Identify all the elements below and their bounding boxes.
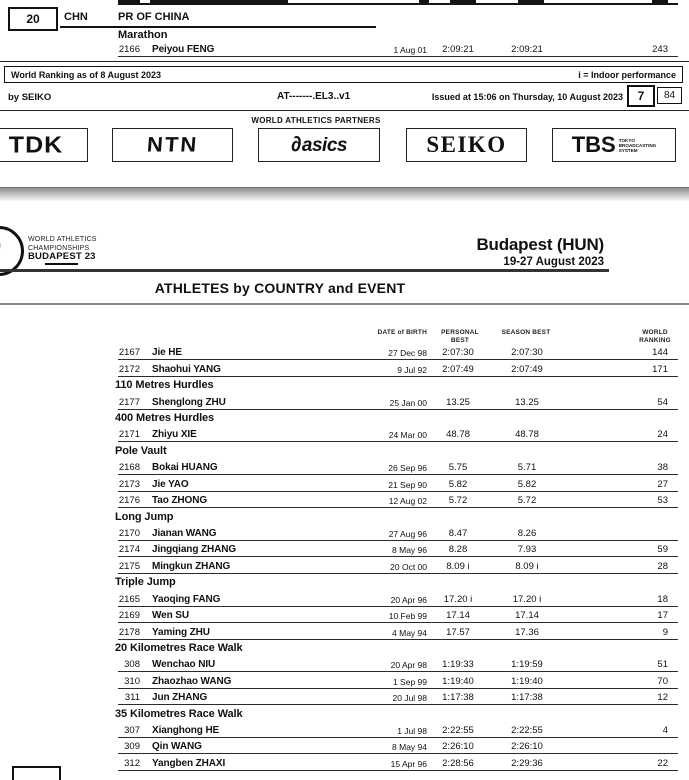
partners-title: WORLD ATHLETICS PARTNERS [251,116,381,125]
partner-logo-tbs [552,128,676,162]
event-header-row [105,443,678,459]
athlete-name: Jingqiang ZHANG [152,544,237,556]
page-total: 84 [663,90,676,101]
athlete-world-ranking: 12 [657,692,668,704]
event-header-row [105,410,678,426]
athlete-name: Zhiyu XIE [152,429,197,441]
asics-logo-icon: ∂asics [291,133,347,156]
athlete-season-best: 8.26 [517,528,537,539]
ntn-logo-icon: NTN [146,132,200,157]
athlete-bib: 310 [124,675,140,687]
indoor-note: i = Indoor performance [578,69,676,80]
athlete-bib: 2165 [118,593,140,605]
athlete-row [105,459,678,475]
athlete-world-ranking: 54 [657,396,668,408]
athlete-name: Jie HE [152,347,182,359]
logo-underline [45,263,78,265]
athlete-bib: 311 [124,692,140,704]
athlete-world-ranking: 38 [657,462,668,474]
athlete-row [105,557,678,573]
athlete-row [105,755,678,771]
page-title: ATHLETES by COUNTRY and EVENT [154,280,406,296]
tbs-subtext: TOKYO BROADCASTING SYSTEM [618,137,657,153]
athlete-world-ranking: 24 [657,429,668,441]
athlete-dob: 8 May 96 [392,545,427,556]
athlete-world-ranking: 18 [657,593,668,605]
event-header-row [105,377,678,393]
athlete-world-ranking: 28 [657,560,668,572]
footer-note-box [4,66,683,83]
athlete-personal-best: 5.72 [448,495,468,507]
athlete-row [105,656,678,672]
athlete-name: Yangben ZHAXI [152,757,226,769]
event-header-row [105,574,678,590]
athlete-row [105,590,678,606]
athlete-season-best: 2:07:49 [511,363,543,375]
world-ranking-note: World Ranking as of 8 August 2023 [11,69,162,80]
athlete-dob: 27 Aug 96 [388,529,427,539]
athlete-name: Yaoqing FANG [152,593,221,605]
championships-logo [28,236,97,265]
country-code: CHN [64,11,88,23]
athlete-row [105,344,678,360]
tdk-logo-icon: TDK [8,131,64,158]
athlete-bib: 2174 [118,544,140,556]
athlete-dob: 20 Jul 98 [392,693,427,704]
athlete-world-ranking: 9 [662,626,668,638]
country-rank: 20 [26,12,40,26]
athlete-bib: 2176 [118,495,140,507]
logo-line-3: BUDAPEST 23 [28,251,96,263]
athlete-bib: 2177 [118,396,140,408]
athlete-row [105,607,678,623]
athlete-dob: 24 Mar 00 [388,430,427,441]
athlete-bib: 2166 [118,44,140,56]
event-location: Budapest (HUN) [476,235,604,254]
table-bottom-rule [0,61,689,62]
athlete-dob: 20 Oct 00 [390,561,427,572]
row-rule [118,56,678,57]
athlete-personal-best: 2:22:55 [442,725,474,737]
athlete-name: Yaming ZHU [152,626,210,638]
athlete-bib: 308 [124,659,140,671]
athlete-dob: 21 Sep 90 [388,479,427,490]
athlete-season-best: 13.25 [515,396,539,408]
athlete-dob: 15 Apr 96 [390,758,427,769]
athlete-personal-best: 17.57 [446,626,470,638]
athlete-bib: 2170 [118,528,140,539]
logo-line-2: CHAMPIONSHIPS [28,244,90,252]
athlete-season-best: 48.78 [515,429,539,441]
event-name: Pole Vault [115,444,167,457]
athlete-name: Jianan WANG [152,528,217,539]
athlete-season-best: 5.71 [517,462,537,474]
athlete-row [105,525,678,541]
athlete-row [105,492,678,508]
athlete-bib: 2168 [118,462,140,474]
athlete-season-best: 1:19:59 [511,659,543,671]
athlete-dob: 20 Apr 96 [390,594,427,605]
athlete-world-ranking: 70 [657,675,668,687]
athlete-season-best: 1:17:38 [511,692,543,704]
athlete-dob: 1 Sep 99 [392,676,427,687]
athlete-bib: 2175 [118,560,140,572]
athlete-season-best: 2:26:10 [511,741,543,753]
athlete-season-best: 8.09 i [515,560,539,572]
col-header-date-of-birth: DATE of BIRTH [377,329,427,336]
athlete-dob: 1 Jul 98 [397,726,427,737]
athlete-row [105,41,678,57]
event-header-row [105,640,678,656]
athlete-world-ranking: 17 [657,610,668,622]
athlete-bib: 2173 [118,478,140,490]
athlete-name: Peiyou FENG [152,44,215,56]
event-header-row [105,705,678,721]
athlete-row [105,689,678,705]
athlete-bib: 309 [124,741,140,753]
athlete-world-ranking: 51 [657,659,668,671]
athlete-row [105,541,678,557]
athlete-dob: 20 Apr 98 [390,660,427,671]
event-header-row [105,508,678,524]
athlete-personal-best: 2:07:30 [442,347,474,359]
event-header: Marathon [118,29,168,41]
athlete-world-ranking: 53 [657,495,668,507]
athlete-personal-best: 8.47 [448,528,468,539]
partner-logo-asics [258,128,380,162]
athlete-name: Tao ZHONG [152,495,208,507]
timing-credit: by SEIKO [8,92,52,103]
page-number-box [627,85,655,107]
row-rule [118,770,678,771]
event-name: 400 Metres Hurdles [115,412,215,425]
athlete-season-best: 17.20 i [512,593,542,605]
athlete-season-best: 1:19:40 [511,675,543,687]
document-code: AT-------.EL3..v1 [277,91,351,102]
tbs-logo-icon: TBS [571,132,616,157]
athlete-row [105,393,678,409]
logo-line-1: WORLD ATHLETICS [28,236,97,243]
event-dates: 19-27 August 2023 [503,256,604,268]
athlete-name: Wenchao NIU [152,659,216,671]
title-rule [0,303,689,305]
athlete-dob: 1 Aug 01 [393,45,427,56]
athlete-row [105,426,678,442]
athlete-world-ranking: 22 [657,757,668,769]
athlete-row [105,623,678,639]
athlete-dob: 4 May 94 [392,627,427,638]
athlete-row [105,360,678,376]
athlete-personal-best: 5.82 [448,478,468,490]
athlete-name: Shenglong ZHU [152,396,226,408]
col-header-personal-best: PERSONAL BEST [441,329,479,344]
country-underline [60,26,376,28]
athlete-personal-best: 8.28 [448,544,468,556]
athlete-bib: 312 [124,757,140,769]
athlete-bib: 2171 [118,429,140,441]
athlete-name: Qin WANG [152,741,202,753]
athlete-season-best: 5.72 [517,495,537,507]
athlete-dob: 8 May 94 [392,742,427,753]
event-name: 110 Metres Hurdles [115,379,214,392]
athlete-season-best: 2:22:55 [511,725,543,737]
athlete-dob: 9 Jul 92 [397,364,427,375]
athlete-personal-best: 17.14 [446,610,470,622]
athlete-personal-best: 48.78 [446,429,470,441]
athlete-name: Zhaozhao WANG [152,675,232,687]
event-name: 20 Kilometres Race Walk [115,641,243,654]
athlete-bib: 2167 [118,347,140,359]
athlete-season-best: 2:07:30 [511,347,543,359]
athlete-row [105,672,678,688]
athlete-personal-best: 1:17:38 [442,692,474,704]
athlete-row [105,738,678,754]
page-separator [0,187,689,201]
event-name: Triple Jump [115,576,176,589]
athlete-personal-best: 1:19:33 [442,659,474,671]
partner-logo-tdk [0,128,88,162]
athlete-world-ranking: 144 [652,347,668,359]
athlete-bib: 2172 [118,363,140,375]
athlete-personal-best: 5.75 [448,462,468,474]
col-header-season-best: SEASON BEST [501,329,551,336]
event-name: 35 Kilometres Race Walk [115,707,243,720]
athlete-season-best: 17.14 [515,610,539,622]
athlete-personal-best: 2:07:49 [442,363,474,375]
athlete-world-ranking: 171 [652,363,668,375]
athlete-world-ranking: 27 [657,478,668,490]
athlete-season-best: 17.36 [515,626,539,638]
athlete-name: Mingkun ZHANG [152,560,231,572]
athlete-personal-best: 2:09:21 [442,44,474,56]
page-total-box [657,87,682,104]
athlete-season-best: 2:29:36 [511,757,543,769]
athlete-personal-best: 2:26:10 [442,741,474,753]
partner-logo-seiko [406,128,527,162]
athlete-world-ranking: 243 [652,44,668,56]
athlete-name: Jun ZHANG [152,692,208,704]
athlete-world-ranking: 4 [662,725,668,737]
athlete-name: Bokai HUANG [152,462,218,474]
athlete-bib: 2178 [118,626,140,638]
athlete-personal-best: 13.25 [446,396,470,408]
athlete-name: Shaohui YANG [152,363,221,375]
asics-swirl-icon: ∂ [291,133,301,156]
footer-rule [0,110,689,111]
athlete-dob: 25 Jan 00 [389,397,427,408]
seiko-logo-icon: SEIKO [426,132,507,157]
issued-timestamp: Issued at 15:06 on Thursday, 10 August 2023 [431,92,623,102]
athlete-world-ranking: 59 [657,544,668,556]
event-name: Long Jump [115,510,174,523]
athlete-bib: 307 [124,725,140,737]
athlete-dob: 12 Aug 02 [388,496,427,507]
athlete-bib: 2169 [118,610,140,622]
athlete-personal-best: 8.09 i [446,560,470,572]
athlete-season-best: 5.82 [517,478,537,490]
athlete-dob: 27 Dec 98 [388,348,427,359]
athlete-row [105,722,678,738]
athlete-personal-best: 1:19:40 [442,675,474,687]
country-name: PR OF CHINA [118,11,190,23]
partner-logo-ntn [112,128,233,162]
athlete-season-best: 7.93 [517,544,537,556]
athlete-name: Xianghong HE [152,725,220,737]
athlete-row [105,475,678,491]
country-rank-box [8,7,58,31]
athlete-name: Jie YAO [152,478,189,490]
athlete-name: Wen SU [152,610,189,622]
page-number: 7 [637,89,645,103]
header-rule [0,269,609,272]
athlete-dob: 10 Feb 99 [388,611,427,622]
athlete-dob: 26 Sep 96 [388,463,427,474]
athlete-personal-best: 17.20 i [443,593,473,605]
next-country-box-partial [12,766,61,780]
col-header-world-ranking: WORLD RANKING [639,329,671,344]
athlete-personal-best: 2:28:56 [442,757,474,769]
athlete-season-best: 2:09:21 [511,44,543,56]
